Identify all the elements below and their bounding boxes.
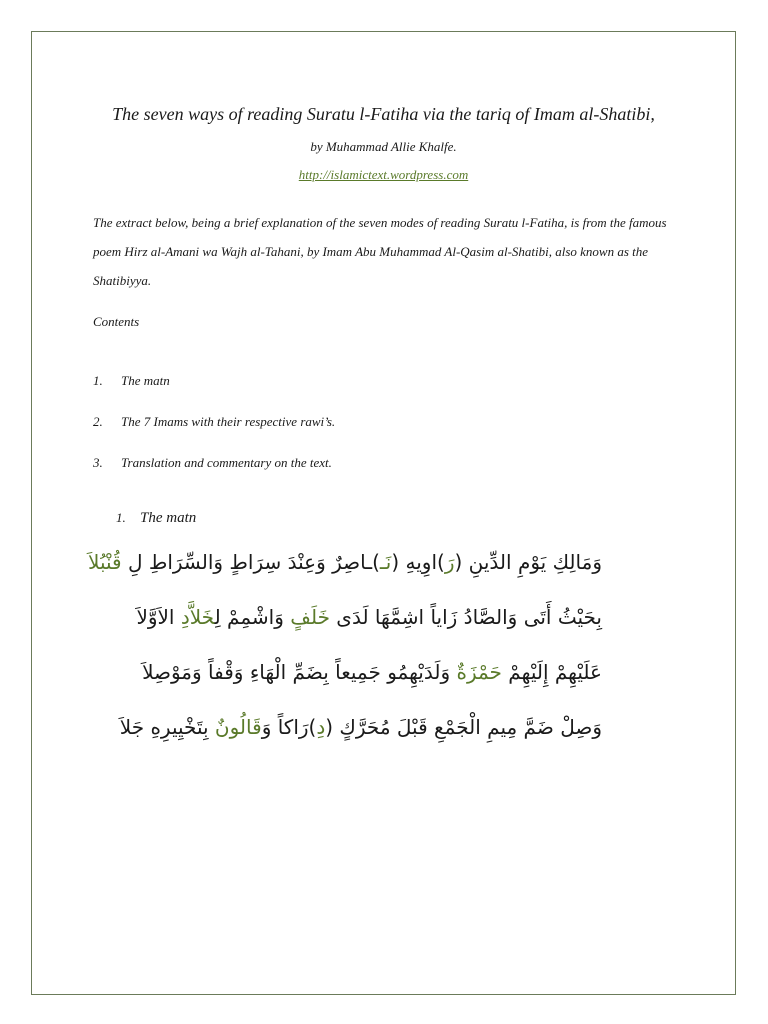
- verse-name-highlight: قُنْبُلاَ: [88, 550, 122, 574]
- toc-label: The matn: [121, 373, 170, 388]
- verse-text: عَلَيْهِمْ إِلَيْهِمْ: [501, 660, 602, 684]
- verse-text: )اوِيهِ (: [391, 550, 445, 574]
- verse-text: وَصِلْ ضَمَّ مِيمِ الْجَمْعِ قَبْلَ مُحَرَّكٍ (: [325, 715, 602, 739]
- verse-text: الاَوَّلاَ: [136, 605, 181, 629]
- contents-heading: Contents: [93, 314, 140, 329]
- toc-label: The 7 Imams with their respective rawi’s.: [121, 414, 336, 429]
- verse-name-highlight: دِ: [316, 715, 326, 739]
- toc-number: 1.: [93, 373, 103, 388]
- author-line: by Muhammad Allie Khalfe.: [310, 139, 457, 154]
- matn-verse-3: [122, 660, 602, 684]
- document-page: [31, 31, 736, 995]
- matn-verse-2: [122, 605, 602, 629]
- toc-item: [93, 455, 332, 471]
- section-number: 1.: [116, 510, 126, 525]
- website-link[interactable]: http://islamictext.wordpress.com: [298, 167, 469, 182]
- toc-number: 2.: [93, 414, 103, 429]
- verse-name-highlight: خَلَفٍ: [290, 605, 330, 629]
- toc-item: [93, 414, 335, 430]
- verse-text: وَلَدَيْهِمُو جَمِيعاً بِضَمِّ الْهَاءِ وَقْفاً وَمَوْصِلاَ: [142, 660, 457, 684]
- verse-text: بِتَخْيِيرِهِ جَلاَ: [119, 715, 215, 739]
- intro-text-after: , by Imam Abu Muhammad Al-Qasim al-Shatibi, also known as the Shatibiyya.: [93, 244, 649, 288]
- section-heading: [116, 510, 196, 527]
- matn-verse-4: [119, 715, 602, 739]
- verse-text: وَاشْمِمْ لِ: [214, 605, 291, 629]
- verse-name-highlight: خَلاَّدِ: [180, 605, 215, 629]
- verse-text: بِحَيْثُ أَتَى وَالصَّادُ زَاياً اشِمَّهَا لَدَى: [329, 605, 602, 629]
- intro-paragraph: [93, 208, 683, 295]
- verse-name-highlight: قَالُونٌ: [214, 715, 262, 739]
- verse-text: )رَاكاً وَ: [261, 715, 317, 739]
- toc-number: 3.: [93, 455, 103, 470]
- verse-text: وَمَالِكِ يَوْمِ الدِّينِ (: [454, 550, 602, 574]
- intro-text-before: The extract below, being a brief explanation of the seven modes of reading Suratu l-Fatiha, is from the famous poem: [93, 215, 667, 259]
- toc-label: Translation and commentary on the text.: [121, 455, 332, 470]
- matn-verse-1: [88, 550, 602, 574]
- verse-name-highlight: رَ: [444, 550, 455, 574]
- poem-title: Hirz al-Amani wa Wajh al-Tahani: [124, 244, 301, 259]
- document-title: The seven ways of reading Suratu l-Fatiha via the tariq of Imam al-Shatibi,: [112, 104, 655, 124]
- verse-text: )ـاصِرٌ وَعِنْدَ سِرَاطٍ وَالسِّرَاطِ لِ: [121, 550, 380, 574]
- toc-item: [93, 373, 170, 389]
- section-label: The matn: [140, 510, 197, 526]
- verse-name-highlight: حَمْزَةٌ: [456, 660, 502, 684]
- verse-name-highlight: نَـ: [379, 550, 392, 574]
